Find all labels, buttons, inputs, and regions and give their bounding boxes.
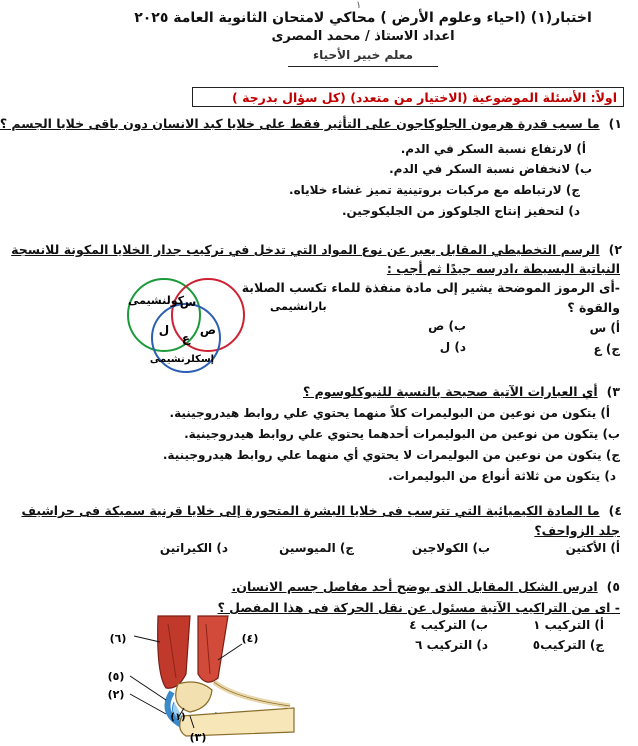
venn-diagram — [102, 276, 327, 378]
q4-option-b: ب) الكولاجين — [411, 541, 490, 555]
question-number: ١) — [608, 116, 622, 131]
question-text: الرسم التخطيطي المقابل يعبر عن نوع المواد التي تدخل في تركيب جدار الخلايا المكونة للانسجة — [11, 242, 600, 257]
muscle-shape — [158, 616, 190, 688]
q1-option-b: ب) لانخفاض نسبة السكر في الدم. — [389, 162, 592, 176]
q4-option-a: أ) الأكتين — [565, 541, 620, 555]
q1-option-d: د) لتحفيز إنتاج الجلوكوز من الجليكوجين. — [341, 204, 580, 218]
venn-label-parenchyma: بارانشيمى — [270, 300, 327, 313]
section-title: اولاً: الأسئلة الموضوعية (الاختيار من متعدد) (كل سؤال بدرجة ) — [192, 87, 624, 107]
figure-label-4: (٤) — [241, 632, 259, 645]
venn-symbol-lam: ل — [158, 323, 170, 337]
q2-option-d: د) ل — [439, 340, 466, 354]
exam-title: اختبار(١) (احياء وعلوم الأرض ) محاكي لامتحان الثانوية العامة ٢٠٢٥ — [134, 10, 592, 26]
figure-label-2: (٢) — [107, 688, 125, 701]
figure-label-1: (١) — [170, 712, 186, 723]
question-2 — [11, 242, 622, 257]
q1-option-a: أ) لارتفاع نسبة السكر في الدم. — [400, 142, 586, 156]
muscle-shape — [198, 616, 228, 682]
q3-option-a: أ) يتكون من نوعين من البوليمرات كلاً منهما يحتوي علي روابط هيدروجينية. — [169, 406, 610, 420]
teacher-name: اعداد الاستاذ / محمد المصرى — [271, 29, 455, 44]
q5-option-b: ب) التركيب ٤ — [409, 618, 488, 632]
question-number: ٣) — [606, 384, 620, 399]
q5-option-c: ج) التركيب٥ — [532, 638, 604, 652]
header-underline — [288, 66, 438, 67]
q2-option-b: ب) ص — [428, 319, 466, 333]
pointer-line — [134, 636, 160, 642]
figure-label-6: (٦) — [109, 632, 127, 645]
figure-label-5: (٥) — [107, 670, 125, 683]
page-number: ١ — [356, 0, 362, 11]
q1-option-c: ج) لارتباطه مع مركبات بروتينية تميز غشاء خلاياه. — [289, 183, 580, 197]
question-number: ٤) — [608, 503, 622, 518]
q3-option-c: ج) يتكون من نوعين من البوليمرات لا يحتوي أي منهما علي روابط هيدروجينية. — [162, 448, 620, 462]
question-4 — [21, 503, 622, 518]
question-text: ادرس الشكل المقابل الذى يوضح أحد مفاصل جسم الانسان. — [231, 579, 598, 594]
q4-option-c: ج) الميوسين — [279, 541, 354, 555]
question-5 — [232, 579, 620, 594]
figure-label-3: (٣) — [189, 731, 207, 744]
pointer-line — [130, 676, 166, 700]
venn-symbol-seen: س — [179, 295, 197, 309]
question-number: ٥) — [606, 579, 620, 594]
question-4-line2: جلد الزواحف؟ — [534, 523, 620, 538]
q5-option-d: د) التركيب ٦ — [415, 638, 488, 652]
question-2-line4: والقوة ؟ — [567, 300, 620, 315]
q3-option-b: ب) يتكون من نوعين من البوليمرات أحدهما يحتوي علي روابط هيدروجينية. — [184, 427, 620, 441]
question-3 — [303, 384, 620, 399]
question-text: ما المادة الكيميائية التي تترسب فى خلايا البشرة المتحورة إلى خلايا قرنية سميكة فى حراشيف — [21, 503, 600, 518]
question-text: أي العبارات الآتية صحيحة بالنسبة للنيوكلوسوم ؟ — [302, 384, 598, 399]
q3-option-d: د) يتكون من ثلاثة أنواع من البوليمرات. — [388, 469, 616, 483]
femur-end — [176, 682, 212, 712]
q2-option-c: ج) ع — [593, 342, 620, 356]
question-text: ما سبب قدرة هرمون الجلوكاجون على التأثير فقط على خلايا كبد الانسان دون باقى خلايا الجسم ؟ — [0, 116, 600, 131]
question-5-line2: - اى من التراكيب الآتية مسئول عن نقل الحركة فى هذا المفصل ؟ — [217, 600, 620, 615]
q5-option-a: أ) التركيب ١ — [533, 618, 604, 632]
venn-label-sclerenchyma: إسكلرنشيمى — [149, 354, 215, 365]
venn-symbol-sad: ص — [199, 323, 217, 337]
tendon — [214, 682, 290, 706]
q4-option-d: د) الكيراتين — [159, 541, 228, 555]
venn-symbol-ain: ع — [181, 331, 191, 345]
teacher-subtitle: معلم خبير الأحياء — [312, 48, 413, 62]
question-1 — [0, 116, 622, 131]
venn-label-collenchyma: كولنشيمى — [127, 294, 185, 307]
q2-option-a: أ) س — [589, 321, 620, 335]
question-number: ٢) — [608, 242, 622, 257]
question-2-line3: -أى الرموز الموضحة يشير إلى مادة منفذة للماء تكسب الصلابة — [241, 280, 620, 295]
question-2-line2: النباتية البسيطة ،ادرسه جيدًا ثم أجب : — [386, 261, 620, 276]
joint-figure — [94, 608, 304, 744]
